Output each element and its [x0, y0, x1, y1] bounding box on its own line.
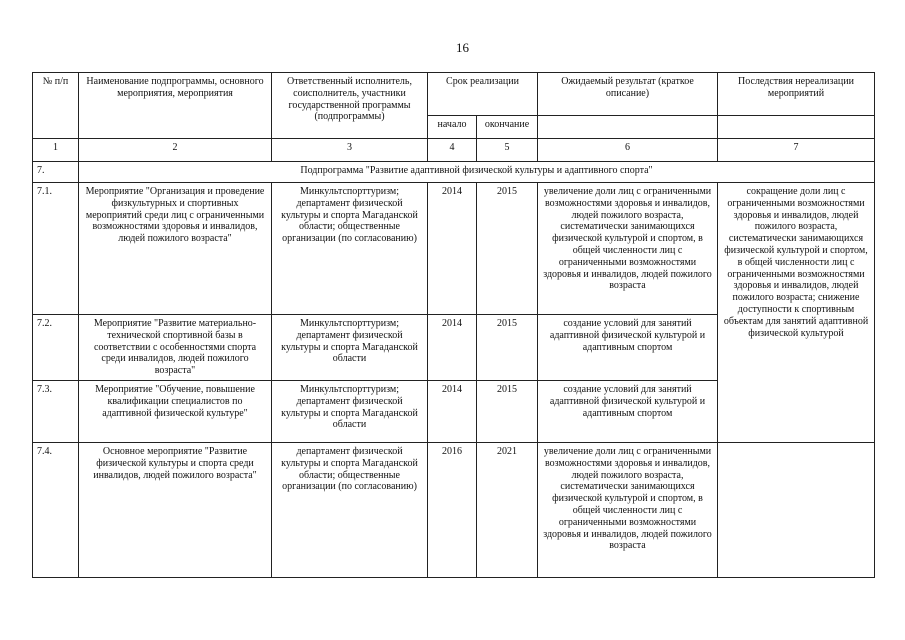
column-number: 3: [272, 139, 428, 162]
row-start-year: 2016: [428, 442, 477, 577]
column-number: 2: [79, 139, 272, 162]
row-executor: Минкультспорттуризм; департамент физической культуры и спорта Магаданской области: [272, 380, 428, 442]
row-start-year: 2014: [428, 183, 477, 315]
row-executor: Минкультспорттуризм; департамент физической культуры и спорта Магаданской области: [272, 315, 428, 381]
header-start: начало: [428, 116, 477, 139]
header-executor: Ответственный исполнитель, соисполнитель, участники государственной программы (подпрограммы): [272, 73, 428, 139]
column-number: 1: [33, 139, 79, 162]
row-consequence: сокращение доли лиц с ограниченными возможностями здоровья и инвалидов, людей пожилого возраста, систематически занимающихся физической культурой и спортом, в общей численности лиц с ограниченными возможностями здоровья и инвалидов, людей пожилого возраста; снижение доступности к спортивным объектам для занятий адаптивной физической культурой: [718, 183, 875, 443]
row-consequence-empty: [718, 442, 875, 577]
page-number: 16: [456, 40, 469, 55]
header-name: Наименование подпрограммы, основного мероприятия, мероприятия: [79, 73, 272, 139]
row-start-year: 2014: [428, 380, 477, 442]
header-consequence: Последствия нереализации мероприятий: [718, 73, 875, 116]
row-name: Мероприятие "Развитие материально-технической спортивной базы в соответствии с особенностями спорта среди инвалидов, людей пожилого возраста": [79, 315, 272, 381]
row-number: 7.3.: [33, 380, 79, 442]
row-result: увеличение доли лиц с ограниченными возможностями здоровья и инвалидов, людей пожилого возраста, систематически занимающихся физической культурой и спортом, в общей численности лиц с ограниченными возможностями здоровья и инвалидов, людей пожилого возраста: [538, 442, 718, 577]
column-number: 4: [428, 139, 477, 162]
table-row: [33, 183, 875, 315]
row-number: 7.1.: [33, 183, 79, 315]
row-executor: департамент физической культуры и спорта Магаданской области; общественные организации (по согласованию): [272, 442, 428, 577]
row-executor: Минкультспорттуризм; департамент физической культуры и спорта Магаданской области; общественные организации (по согласованию): [272, 183, 428, 315]
subprogram-row: [33, 162, 875, 183]
row-name: Основное мероприятие "Развитие физической культуры и спорта среди инвалидов, людей пожилого возраста": [79, 442, 272, 577]
row-start-year: 2014: [428, 315, 477, 381]
row-number: 7.4.: [33, 442, 79, 577]
row-name: Мероприятие "Обучение, повышение квалификации специалистов по адаптивной физической культуре": [79, 380, 272, 442]
row-result: создание условий для занятий адаптивной физической культурой и адаптивным спортом: [538, 380, 718, 442]
header-result-empty: [538, 116, 718, 139]
row-end-year: 2015: [477, 183, 538, 315]
program-table: [32, 72, 875, 578]
column-number: 5: [477, 139, 538, 162]
row-end-year: 2015: [477, 315, 538, 381]
column-number-row: [33, 139, 875, 162]
row-result: увеличение доли лиц с ограниченными возможностями здоровья и инвалидов, людей пожилого возраста, систематически занимающихся физической культурой и спортом, в общей численности лиц с ограниченными возможностями здоровья и инвалидов, людей пожилого возраста: [538, 183, 718, 315]
subprogram-title: Подпрограмма "Развитие адаптивной физической культуры и адаптивного спорта": [79, 162, 875, 183]
header-end: окончание: [477, 116, 538, 139]
header-consequence-empty: [718, 116, 875, 139]
table-header-row: [33, 73, 875, 116]
header-period: Срок реализации: [428, 73, 538, 116]
column-number: 6: [538, 139, 718, 162]
table-row: [33, 442, 875, 577]
row-name: Мероприятие "Организация и проведение физкультурных и спортивных мероприятий среди лиц с ограниченными возможностями здоровья и инвалидов, людей пожилого возраста": [79, 183, 272, 315]
header-number: № п/п: [33, 73, 79, 139]
header-result: Ожидаемый результат (краткое описание): [538, 73, 718, 116]
subprogram-number: 7.: [33, 162, 79, 183]
column-number: 7: [718, 139, 875, 162]
row-number: 7.2.: [33, 315, 79, 381]
row-result: создание условий для занятий адаптивной физической культурой и адаптивным спортом: [538, 315, 718, 381]
row-end-year: 2021: [477, 442, 538, 577]
row-end-year: 2015: [477, 380, 538, 442]
